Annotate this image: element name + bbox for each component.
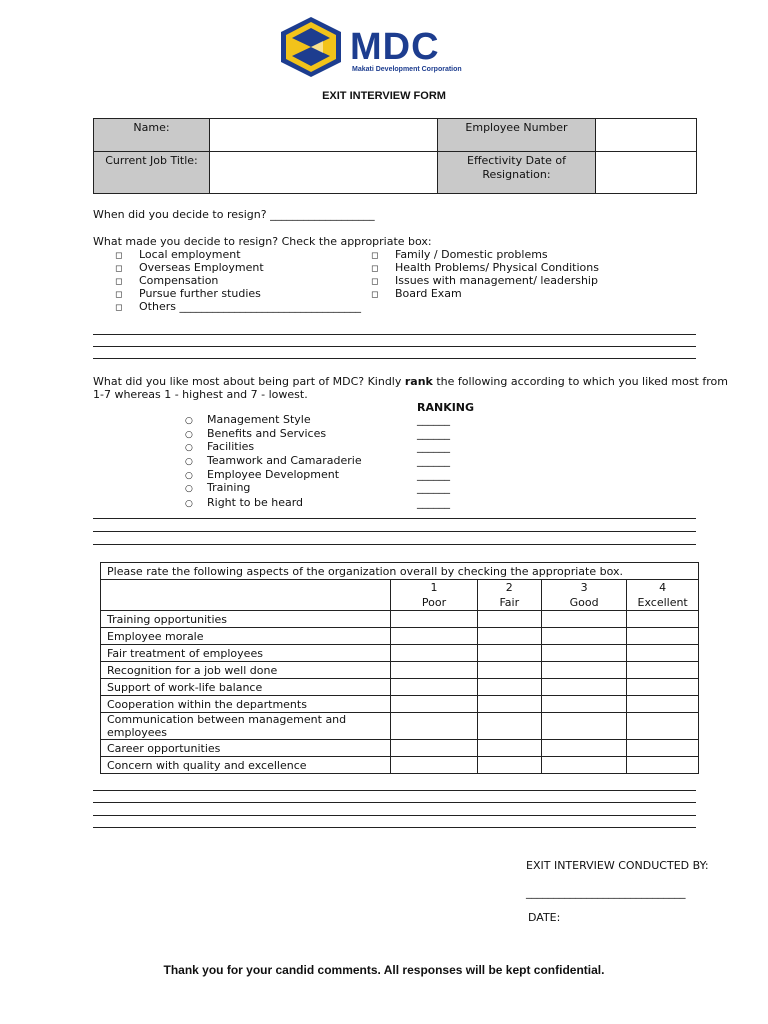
bullet-icon: ○: [185, 443, 193, 454]
footer-note: Thank you for your candid comments. All responses will be kept confidential.: [163, 963, 605, 977]
rating-aspect-label: Employee morale: [101, 628, 391, 645]
rating-checkbox-cell[interactable]: [542, 645, 627, 662]
rating-column-label: Fair: [499, 596, 520, 609]
rating-checkbox-cell[interactable]: [542, 679, 627, 696]
table-row: [101, 662, 699, 679]
rating-checkbox-cell[interactable]: [391, 713, 477, 740]
rating-aspect-label: Recognition for a job well done: [101, 662, 391, 679]
bullet-icon: ○: [185, 416, 193, 426]
ranking-blank[interactable]: ______: [417, 413, 450, 426]
rating-aspect-label: Career opportunities: [101, 740, 391, 757]
bullet-icon: ○: [185, 429, 193, 440]
rating-column-number: 1: [430, 581, 438, 594]
reason-option[interactable]: [115, 287, 361, 300]
table-row: [101, 740, 699, 757]
rating-checkbox-cell[interactable]: [627, 757, 699, 774]
ranking-item: [185, 440, 475, 454]
checkbox-icon[interactable]: ◻: [371, 290, 379, 300]
rating-column-label: Poor: [421, 596, 447, 609]
table-row: [101, 611, 699, 628]
ranking-blank[interactable]: ______: [417, 454, 450, 468]
ranking-item: [185, 496, 475, 510]
rating-checkbox-cell[interactable]: [391, 757, 477, 774]
rating-table: [100, 562, 699, 774]
checkbox-icon[interactable]: ◻: [115, 251, 123, 261]
question-like-most: What did you like most about being part of MDC? Kindly rank the following according to which you liked most from: [93, 375, 728, 388]
rating-aspect-label: Fair treatment of employees: [101, 645, 391, 662]
rating-column-label: Excellent: [637, 596, 688, 609]
name-label: Name:: [94, 119, 210, 152]
reason-option[interactable]: [115, 261, 361, 274]
rating-checkbox-cell[interactable]: [477, 740, 541, 757]
effectivity-date-label: Effectivity Date of Resignation:: [438, 152, 596, 194]
comment-line[interactable]: [93, 346, 696, 347]
rating-checkbox-cell[interactable]: [477, 611, 541, 628]
comment-line[interactable]: [93, 358, 696, 359]
rating-instruction: Please rate the following aspects of the organization overall by checking the appropriate box.: [101, 563, 699, 580]
checkbox-icon[interactable]: ◻: [115, 303, 123, 313]
rating-column-header: [477, 580, 541, 611]
rating-checkbox-cell[interactable]: [391, 740, 477, 757]
rating-aspect-label: Training opportunities: [101, 611, 391, 628]
logo-subtitle: Makati Development Corporation: [352, 66, 462, 73]
comment-line[interactable]: [93, 334, 696, 335]
table-row: [101, 757, 699, 774]
job-title-field[interactable]: [210, 152, 438, 194]
reason-option[interactable]: [371, 248, 599, 261]
question-resign-date[interactable]: When did you decide to resign? ___________________: [93, 208, 375, 221]
rating-column-header: [542, 580, 627, 611]
reason-option-label: Issues with management/ leadership: [395, 274, 598, 287]
reason-option-label: Local employment: [139, 248, 241, 261]
rating-checkbox-cell[interactable]: [477, 679, 541, 696]
checkbox-icon[interactable]: ◻: [371, 251, 379, 261]
rating-aspect-label: Cooperation within the departments: [101, 696, 391, 713]
table-row: [101, 628, 699, 645]
name-field[interactable]: [210, 119, 438, 152]
table-row: [101, 679, 699, 696]
reason-option[interactable]: [371, 261, 599, 274]
rating-column-number: 3: [580, 581, 588, 594]
ranking-item: [185, 454, 475, 468]
ranking-item: [185, 481, 475, 496]
date-label: DATE:: [528, 911, 561, 924]
rating-aspect-label: Communication between management and employees: [101, 713, 391, 740]
rating-checkbox-cell[interactable]: [477, 713, 541, 740]
rating-checkbox-cell[interactable]: [391, 662, 477, 679]
ranking-blank[interactable]: ______: [417, 426, 450, 440]
ranking-blank[interactable]: ______: [417, 440, 450, 454]
table-row: [101, 645, 699, 662]
rating-column-header: [391, 580, 477, 611]
reason-option-label: Family / Domestic problems: [395, 248, 548, 261]
bullet-icon: ○: [185, 499, 193, 510]
checkbox-icon[interactable]: ◻: [371, 277, 379, 287]
rating-checkbox-cell[interactable]: [477, 645, 541, 662]
rating-column-number: 2: [505, 581, 513, 594]
rating-checkbox-cell[interactable]: [391, 645, 477, 662]
ranking-blank[interactable]: ______: [417, 481, 450, 495]
rating-checkbox-cell[interactable]: [391, 696, 477, 713]
rating-checkbox-cell[interactable]: [542, 611, 627, 628]
rating-column-label: Good: [569, 596, 599, 609]
table-row: [101, 713, 699, 740]
reason-option[interactable]: [115, 248, 361, 261]
ranking-item: [185, 413, 475, 427]
rating-column-number: 4: [659, 581, 667, 594]
reason-option-label: Board Exam: [395, 287, 462, 300]
rating-checkbox-cell[interactable]: [627, 679, 699, 696]
employee-number-field[interactable]: [596, 119, 697, 152]
checkbox-icon[interactable]: ◻: [371, 264, 379, 274]
comment-line[interactable]: [93, 815, 696, 816]
rating-checkbox-cell[interactable]: [477, 662, 541, 679]
reason-option-label: Health Problems/ Physical Conditions: [395, 261, 599, 274]
rating-checkbox-cell[interactable]: [391, 679, 477, 696]
ranking-item-label: Training: [207, 481, 251, 495]
reason-option[interactable]: [371, 287, 599, 300]
ranking-item-label: Teamwork and Camaraderie: [207, 454, 362, 468]
ranking-blank[interactable]: ______: [417, 467, 450, 481]
rating-aspect-label: Concern with quality and excellence: [101, 757, 391, 774]
reason-option[interactable]: [115, 274, 361, 287]
ranking-item: [185, 427, 475, 441]
comment-line[interactable]: [93, 518, 696, 519]
rating-checkbox-cell[interactable]: [627, 611, 699, 628]
reason-option-label: Compensation: [139, 274, 219, 287]
rating-checkbox-cell[interactable]: [627, 740, 699, 757]
rating-checkbox-cell[interactable]: [391, 611, 477, 628]
rating-checkbox-cell[interactable]: [542, 740, 627, 757]
checkbox-icon[interactable]: ◻: [115, 290, 123, 300]
rating-column-header: [627, 580, 699, 611]
employee-number-label: Employee Number: [438, 119, 596, 152]
comment-line[interactable]: [93, 531, 696, 532]
ranking-blank[interactable]: ______: [417, 496, 450, 510]
rating-checkbox-cell[interactable]: [542, 757, 627, 774]
reason-option[interactable]: [371, 274, 599, 287]
mdc-logo-icon: [278, 16, 344, 78]
checkbox-icon[interactable]: ◻: [115, 277, 123, 287]
comment-line[interactable]: [93, 790, 696, 791]
employee-info-table: [93, 118, 697, 194]
rating-checkbox-cell[interactable]: [627, 696, 699, 713]
conducted-by-line[interactable]: _____________________________: [526, 886, 686, 899]
reason-option-label: Overseas Employment: [139, 261, 264, 274]
bullet-icon: ○: [185, 470, 193, 481]
bullet-icon: ○: [185, 484, 193, 495]
logo-wordmark: MDC: [350, 26, 440, 68]
ranking-items: [185, 413, 475, 510]
checkbox-icon[interactable]: ◻: [115, 264, 123, 274]
rating-checkbox-cell[interactable]: [391, 628, 477, 645]
comment-line[interactable]: [93, 802, 696, 803]
ranking-item-label: Employee Development: [207, 467, 340, 481]
rating-aspect-label: Support of work-life balance: [101, 679, 391, 696]
ranking-item-label: Right to be heard: [207, 496, 304, 510]
rating-header-blank: [101, 580, 391, 611]
rating-checkbox-cell[interactable]: [542, 696, 627, 713]
reason-option-label: Others _________________________________: [139, 300, 361, 313]
comment-line[interactable]: [93, 544, 696, 545]
conducted-by-label: EXIT INTERVIEW CONDUCTED BY:: [526, 859, 709, 872]
rating-checkbox-cell[interactable]: [477, 696, 541, 713]
table-row: [101, 696, 699, 713]
rating-checkbox-cell[interactable]: [542, 662, 627, 679]
form-title: EXIT INTERVIEW FORM: [322, 90, 446, 102]
reason-options-left: [115, 248, 361, 313]
question-like-most-line2: 1-7 whereas 1 - highest and 7 - lowest.: [93, 388, 308, 401]
ranking-item-label: Facilities: [207, 440, 255, 454]
rating-checkbox-cell[interactable]: [542, 713, 627, 740]
rating-checkbox-cell[interactable]: [477, 757, 541, 774]
rating-checkbox-cell[interactable]: [627, 628, 699, 645]
reason-option[interactable]: [115, 300, 361, 313]
ranking-item: [185, 468, 475, 482]
rating-checkbox-cell[interactable]: [627, 645, 699, 662]
reason-option-label: Pursue further studies: [139, 287, 261, 300]
rating-checkbox-cell[interactable]: [542, 628, 627, 645]
effectivity-date-field[interactable]: [596, 152, 697, 194]
question-resign-reason: What made you decide to resign? Check the appropriate box:: [93, 235, 432, 248]
ranking-item-label: Benefits and Services: [207, 426, 327, 440]
job-title-label: Current Job Title:: [94, 152, 210, 194]
rating-checkbox-cell[interactable]: [627, 713, 699, 740]
rating-checkbox-cell[interactable]: [477, 628, 541, 645]
ranking-header: RANKING: [417, 401, 475, 414]
reason-options-right: [371, 248, 599, 300]
comment-line[interactable]: [93, 827, 696, 828]
rating-checkbox-cell[interactable]: [627, 662, 699, 679]
bullet-icon: ○: [185, 457, 193, 468]
ranking-item-label: Management Style: [207, 413, 311, 426]
